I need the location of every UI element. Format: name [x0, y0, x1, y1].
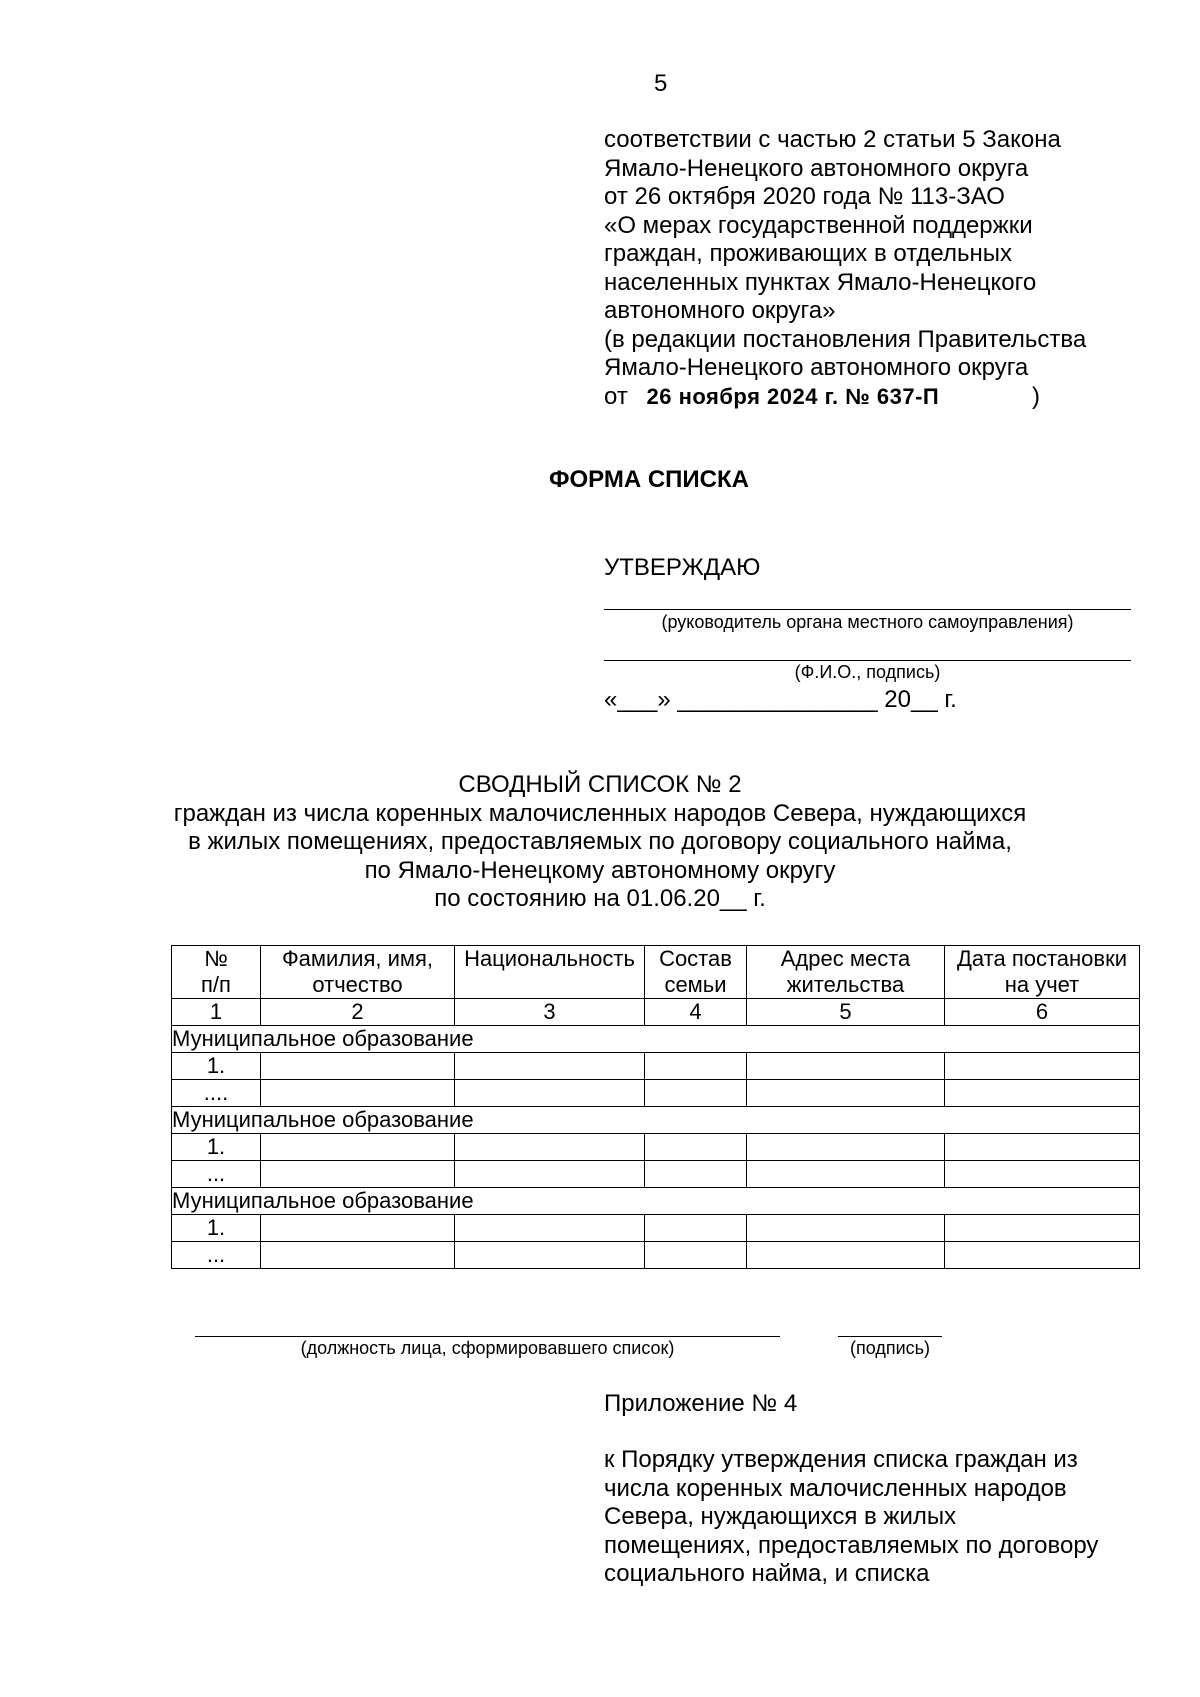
- list-title-line: по Ямало-Ненецкому автономному округу: [364, 856, 836, 884]
- page-number: 5: [654, 70, 668, 97]
- column-number: 2: [261, 999, 455, 1026]
- header-line: автономного округа»: [604, 297, 836, 324]
- approval-date-line: «___» _______________ 20__ г.: [604, 686, 957, 713]
- column-number: 3: [455, 999, 645, 1026]
- header-cell-date: Дата постановки на учет: [945, 946, 1140, 999]
- header-line: населенных пунктах Ямало-Ненецкого: [604, 268, 1037, 296]
- table-row: [172, 1053, 1140, 1080]
- column-number-row: [172, 999, 1140, 1026]
- header-cell-number: № п/п: [172, 946, 261, 999]
- list-title-line: в жилых помещениях, предоставляемых по договору социального найма,: [188, 828, 1012, 855]
- appendix-line: помещениях, предоставляемых по договору: [604, 1531, 1099, 1559]
- column-number: 4: [645, 999, 747, 1026]
- table-row: [172, 1215, 1140, 1242]
- list-title-line: СВОДНЫЙ СПИСОК № 2: [458, 771, 742, 798]
- section-row: [172, 1107, 1140, 1134]
- table-row: [172, 1080, 1140, 1107]
- resolution-reference: 26 ноября 2024 г. № 637-П: [646, 383, 940, 409]
- section-label: Муниципальное образование: [172, 1107, 1140, 1134]
- row-number: ...: [172, 1242, 261, 1269]
- list-title-line: по состоянию на 01.06.20__ г.: [434, 885, 766, 912]
- column-number: 5: [747, 999, 945, 1026]
- form-title: ФОРМА СПИСКА: [549, 466, 749, 493]
- header-cell-name: Фамилия, имя, отчество: [261, 946, 455, 999]
- table-row: [172, 1242, 1140, 1269]
- table-header-row: [172, 946, 1140, 999]
- approval-title: УТВЕРЖДАЮ: [604, 554, 761, 581]
- row-number: ...: [172, 1161, 261, 1188]
- header-last-line: [604, 383, 1086, 412]
- header-line: «О мерах государственной поддержки: [604, 211, 1033, 239]
- appendix-title: Приложение № 4: [604, 1390, 798, 1417]
- header-line: от 26 октября 2020 года № 113-ЗАО: [604, 183, 1005, 210]
- head-caption: (руководитель органа местного самоуправления): [661, 612, 1074, 632]
- header-cell-family: Состав семьи: [645, 946, 747, 999]
- section-label: Муниципальное образование: [172, 1188, 1140, 1215]
- header-line: соответствии с частью 2 статьи 5 Закона: [604, 126, 1061, 153]
- citizens-list-table: [171, 945, 1140, 1269]
- header-cell-nationality: Национальность: [455, 946, 645, 999]
- row-number: 1.: [172, 1053, 261, 1080]
- header-line: Ямало-Ненецкого автономного округа: [604, 354, 1029, 381]
- list-title-line: граждан из числа коренных малочисленных народов Севера, нуждающихся: [173, 799, 1027, 827]
- list-title: [0, 771, 1200, 914]
- row-number: 1.: [172, 1134, 261, 1161]
- signature-line: [838, 1336, 942, 1337]
- header-cell-address: Адрес места жительства: [747, 946, 945, 999]
- header-line: (в редакции постановления Правительства: [604, 325, 1087, 353]
- position-signature-line: [195, 1336, 780, 1337]
- table-row: [172, 1161, 1140, 1188]
- signature-caption: (подпись): [849, 1338, 931, 1358]
- appendix-line: Севера, нуждающихся в жилых: [604, 1503, 957, 1530]
- header-last-suffix: ): [1032, 382, 1040, 410]
- row-number: 1.: [172, 1215, 261, 1242]
- appendix-line: социального найма, и списка: [604, 1560, 930, 1587]
- header-line: граждан, проживающих в отдельных: [604, 240, 1012, 267]
- row-number: ....: [172, 1080, 261, 1107]
- appendix-line: числа коренных малочисленных народов: [604, 1474, 1067, 1502]
- header-line: Ямало-Ненецкого автономного округа: [604, 154, 1029, 182]
- appendix-line: к Порядку утверждения списка граждан из: [604, 1446, 1078, 1473]
- section-row: [172, 1026, 1140, 1053]
- fio-signature-line: [604, 660, 1131, 661]
- column-number: 6: [945, 999, 1140, 1026]
- fio-caption: (Ф.И.О., подпись): [794, 662, 941, 682]
- table-row: [172, 1134, 1140, 1161]
- header-legal-reference: [604, 126, 1086, 411]
- column-number: 1: [172, 999, 261, 1026]
- section-label: Муниципальное образование: [172, 1026, 1140, 1053]
- section-row: [172, 1188, 1140, 1215]
- head-signature-line: [604, 609, 1131, 610]
- appendix-text: [604, 1446, 1098, 1589]
- header-last-prefix: от: [604, 382, 628, 410]
- position-caption: (должность лица, сформировавшего список): [300, 1338, 675, 1358]
